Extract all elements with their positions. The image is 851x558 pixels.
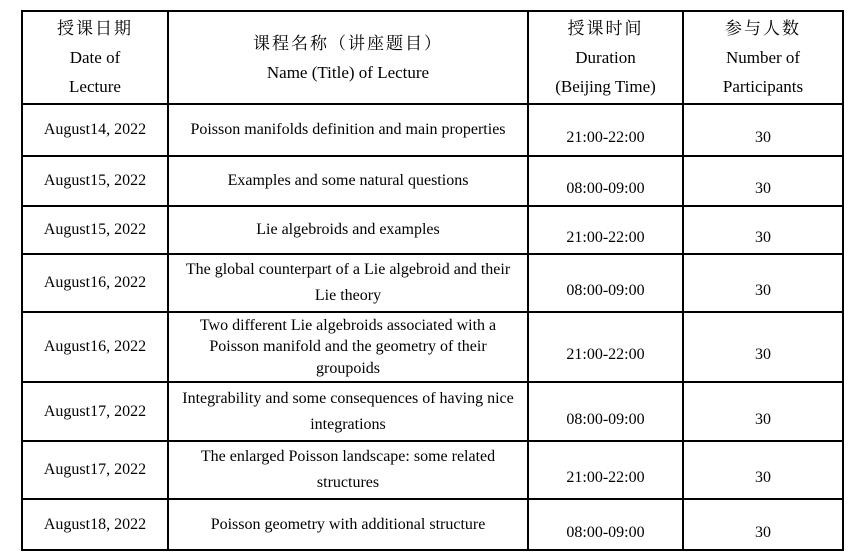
table-row	[22, 104, 843, 156]
table-row	[22, 312, 843, 382]
date-cell: August15, 2022	[22, 156, 168, 206]
header-participants	[683, 11, 843, 104]
participants-cell: 30	[683, 382, 843, 441]
date-cell: August15, 2022	[22, 206, 168, 254]
participants-cell: 30	[683, 206, 843, 254]
header-lecture-title-en: Name (Title) of Lecture	[266, 62, 430, 82]
header-duration-zh: 授课时间	[567, 19, 644, 38]
duration-cell: 08:00-09:00	[528, 156, 683, 206]
header-duration-en-line2: (Beijing Time)	[555, 77, 656, 96]
lecture-title-cell: Examples and some natural questions	[168, 156, 528, 206]
lecture-title-cell: Lie algebroids and examples	[168, 206, 528, 254]
duration-cell: 08:00-09:00	[528, 254, 683, 312]
header-date-en-line1: Date of	[69, 48, 121, 67]
duration-cell: 21:00-22:00	[528, 104, 683, 156]
header-lecture-title-zh: 课程名称（讲座题目）	[253, 33, 443, 53]
table-row	[22, 499, 843, 550]
header-participants-en-line1: Number of	[725, 48, 801, 67]
table-row	[22, 206, 843, 254]
participants-cell: 30	[683, 254, 843, 312]
date-cell: August18, 2022	[22, 499, 168, 550]
date-cell: August16, 2022	[22, 254, 168, 312]
lecture-title-cell: Integrability and some consequences of having nice integrations	[168, 382, 528, 441]
header-lecture-title	[168, 11, 528, 104]
date-cell: August17, 2022	[22, 441, 168, 499]
header-date-en-line2: Lecture	[69, 77, 121, 96]
header-date	[22, 11, 168, 104]
duration-cell: 21:00-22:00	[528, 312, 683, 382]
table-row	[22, 382, 843, 441]
participants-cell: 30	[683, 312, 843, 382]
participants-cell: 30	[683, 156, 843, 206]
lecture-title-cell: Poisson geometry with additional structure	[168, 499, 528, 550]
participants-cell: 30	[683, 104, 843, 156]
table-row	[22, 254, 843, 312]
lecture-title-cell: The enlarged Poisson landscape: some related structures	[168, 441, 528, 499]
lecture-schedule-table	[21, 10, 844, 551]
header-date-zh: 授课日期	[57, 19, 133, 38]
header-duration-en-line1: Duration	[575, 48, 636, 67]
table-row	[22, 441, 843, 499]
header-participants-en-line2: Participants	[722, 77, 804, 96]
table-row	[22, 156, 843, 206]
lecture-title-cell: The global counterpart of a Lie algebroid and their Lie theory	[168, 254, 528, 312]
date-cell: August17, 2022	[22, 382, 168, 441]
header-duration	[528, 11, 683, 104]
participants-cell: 30	[683, 441, 843, 499]
date-cell: August16, 2022	[22, 312, 168, 382]
duration-cell: 08:00-09:00	[528, 382, 683, 441]
lecture-title-cell: Poisson manifolds definition and main properties	[168, 104, 528, 156]
header-participants-zh: 参与人数	[725, 19, 801, 38]
lecture-title-cell: Two different Lie algebroids associated with a Poisson manifold and the geometry of their groupoids	[168, 312, 528, 382]
duration-cell: 08:00-09:00	[528, 499, 683, 550]
date-cell: August14, 2022	[22, 104, 168, 156]
duration-cell: 21:00-22:00	[528, 206, 683, 254]
participants-cell: 30	[683, 499, 843, 550]
duration-cell: 21:00-22:00	[528, 441, 683, 499]
table-header-row	[22, 11, 843, 104]
